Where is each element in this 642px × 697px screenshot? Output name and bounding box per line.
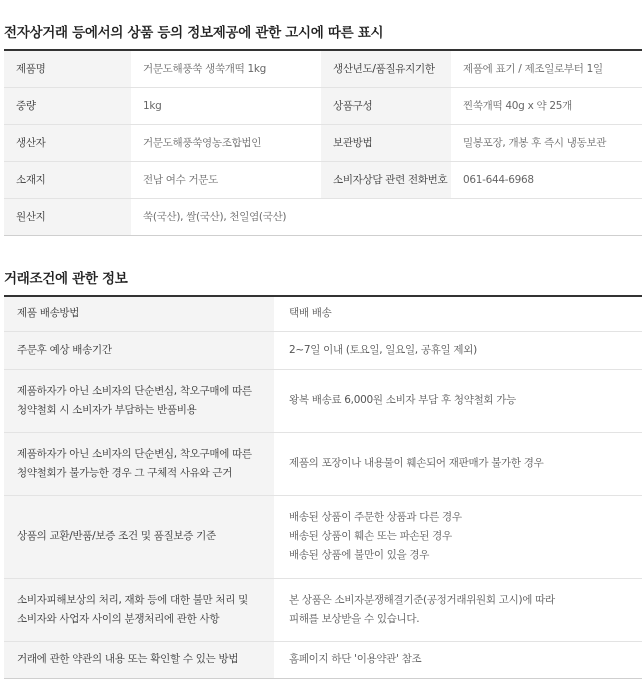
- table-value: [274, 432, 642, 495]
- table-row: [4, 369, 642, 432]
- table-label: [4, 578, 274, 641]
- table-value: 전남 여수 거문도: [131, 161, 321, 198]
- table-label: 생산자: [4, 124, 131, 161]
- label-line: 제품하자가 아닌 소비자의 단순변심, 착오구매에 따른: [17, 447, 252, 460]
- label-line: 주문후 예상 배송기간: [17, 343, 112, 356]
- table-value: 거문도해풍쑥 생쑥개떡 1kg: [131, 50, 321, 87]
- table-label: [4, 331, 274, 369]
- table-label: [4, 495, 274, 578]
- table-value: [274, 369, 642, 432]
- table-row: [4, 578, 642, 641]
- trade-terms-title: 거래조건에 관한 정보: [4, 271, 128, 287]
- label-line: 청약철회가 불가능한 경우 그 구체적 사유와 근거: [17, 466, 233, 479]
- value-line: 본 상품은 소비자분쟁해결기준(공정거래위원회 고시)에 따라: [289, 593, 555, 606]
- table-label: 원산지: [4, 198, 131, 235]
- value-line: 배송된 상품이 주문한 상품과 다른 경우: [289, 511, 462, 523]
- table-value: [274, 296, 642, 331]
- value-line: 택배 배송: [289, 307, 332, 320]
- table-value: [274, 331, 642, 369]
- table-label: 생산년도/품질유지기한: [321, 50, 451, 87]
- label-line: 소비자와 사업자 사이의 분쟁처리에 관한 사항: [17, 612, 220, 625]
- table-label: [4, 432, 274, 495]
- label-line: 청약철회 시 소비자가 부담하는 반품비용: [17, 403, 197, 416]
- table-label: 소비자상담 관련 전화번호: [321, 161, 451, 198]
- table-row: [4, 161, 642, 198]
- table-label: 소재지: [4, 161, 131, 198]
- value-line: 2~7일 이내 (토요일, 일요일, 공휴일 제외): [289, 343, 477, 356]
- table-value: [274, 578, 642, 641]
- table-row: [4, 50, 642, 87]
- value-line: 홈페이지 하단 '이용약관' 참조: [289, 653, 422, 665]
- table-label: [4, 641, 274, 678]
- label-line: 제품 배송방법: [17, 307, 80, 320]
- table-label: 상품구성: [321, 87, 451, 124]
- table-value: 제품에 표기 / 제조일로부터 1일: [451, 50, 642, 87]
- table-value: 거문도해풍쑥영농조합법인: [131, 124, 321, 161]
- label-line: 제품하자가 아닌 소비자의 단순변심, 착오구매에 따른: [17, 384, 252, 397]
- table-value: 밀봉포장, 개봉 후 즉시 냉동보관: [451, 124, 642, 161]
- table-row: [4, 296, 642, 331]
- table-label: 제품명: [4, 50, 131, 87]
- label-line: 거래에 관한 약관의 내용 또는 확인할 수 있는 방법: [17, 653, 239, 665]
- trade-terms-table: [4, 295, 642, 679]
- table-row: [4, 198, 642, 235]
- label-line: 상품의 교환/반품/보증 조건 및 품질보증 기준: [17, 530, 216, 542]
- table-row: [4, 641, 642, 678]
- table-value: 쑥(국산), 쌀(국산), 천일염(국산): [131, 198, 642, 235]
- table-row: [4, 87, 642, 124]
- table-value: 061-644-6968: [451, 161, 642, 198]
- value-line: 제품의 포장이나 내용물이 훼손되어 재판매가 불가한 경우: [289, 457, 544, 469]
- table-value: 찐쑥개떡 40g x 약 25개: [451, 87, 642, 124]
- table-label: 보관방법: [321, 124, 451, 161]
- table-value: [274, 641, 642, 678]
- value-line: 배송된 상품이 훼손 또는 파손된 경우: [289, 530, 452, 542]
- table-row: [4, 124, 642, 161]
- label-line: 소비자피해보상의 처리, 재화 등에 대한 불만 처리 및: [17, 593, 249, 606]
- table-label: 중량: [4, 87, 131, 124]
- table-label: [4, 296, 274, 331]
- value-line: 피해를 보상받을 수 있습니다.: [289, 612, 420, 625]
- value-line: 배송된 상품에 불만이 있을 경우: [289, 549, 430, 561]
- table-row: [4, 432, 642, 495]
- table-value: [274, 495, 642, 578]
- product-notice-title: 전자상거래 등에서의 상품 등의 정보제공에 관한 고시에 따른 표시: [4, 25, 384, 41]
- value-line: 왕복 배송료 6,000원 소비자 부담 후 청약철회 가능: [289, 394, 516, 406]
- product-info-table: [4, 49, 642, 236]
- table-value: 1kg: [131, 87, 321, 124]
- table-label: [4, 369, 274, 432]
- table-row: [4, 495, 642, 578]
- table-row: [4, 331, 642, 369]
